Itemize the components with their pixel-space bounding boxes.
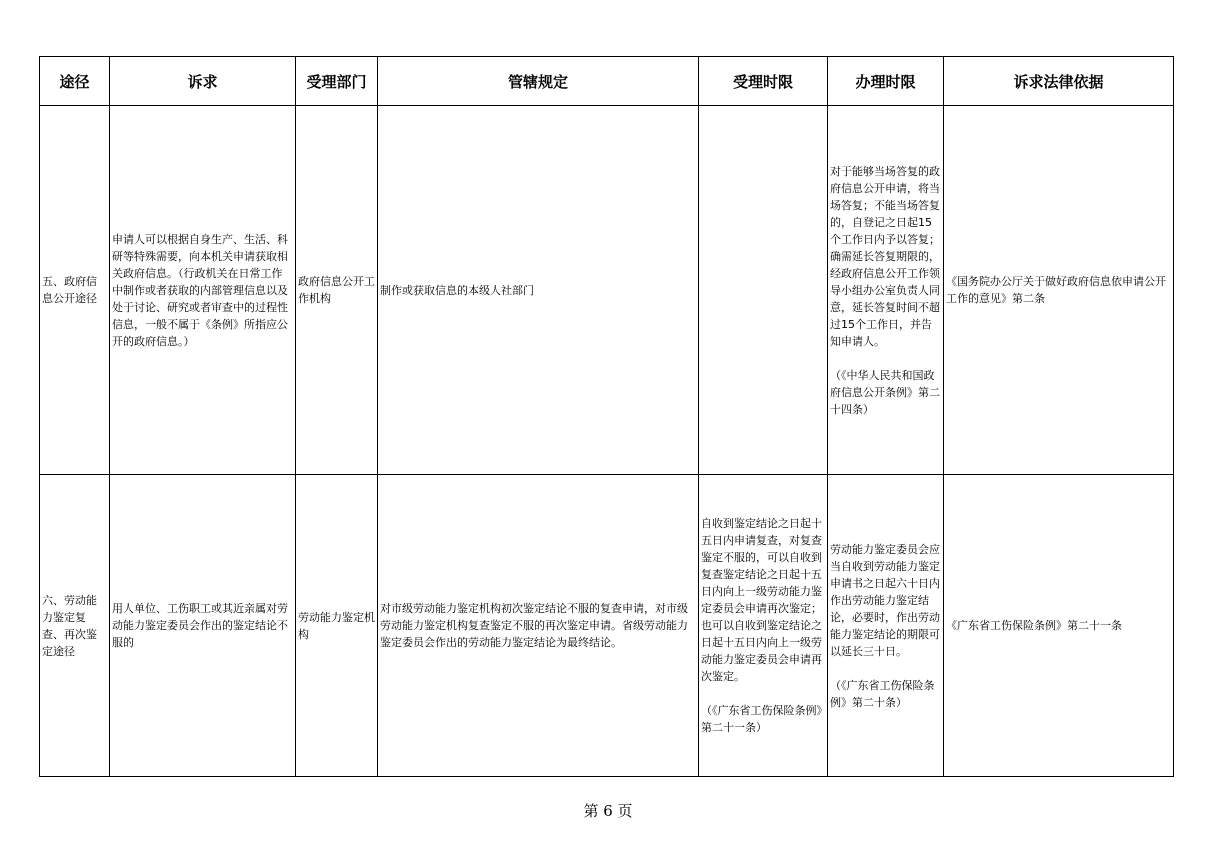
process-time-text: 对于能够当场答复的政府信息公开申请，将当场答复；不能当场答复的，自登记之日起15个工作日内予以答复；确需延长答复期限的，经政府信息公开工作领导小组办公室负责人同意，延长答复时间不超过15个工作日，并告知申请人。: [830, 164, 940, 348]
cell-jurisdiction: 制作或获取信息的本级人社部门: [378, 106, 699, 475]
table-row: [40, 106, 1174, 475]
cell-jurisdiction: 对市级劳动能力鉴定机构初次鉴定结论不服的复查申请，对市级劳动能力鉴定机构复查鉴定不服的再次鉴定申请。省级劳动能力鉴定委员会作出的劳动能力鉴定结论为最终结论。: [378, 475, 699, 777]
header-legal-basis: 诉求法律依据: [944, 57, 1174, 106]
header-department: 受理部门: [296, 57, 378, 106]
cell-accept-time: [699, 475, 828, 777]
process-time-text: 劳动能力鉴定委员会应当自收到劳动能力鉴定申请书之日起六十日内作出劳动能力鉴定结论，必要时，作出劳动能力鉴定结论的期限可以延长三十日。: [830, 542, 940, 658]
grievance-routes-table: [39, 56, 1174, 777]
page-number: 第 6 页: [583, 802, 633, 820]
cell-legal-basis: 《国务院办公厅关于做好政府信息依申请公开工作的意见》第二条: [944, 106, 1174, 475]
accept-time-reference: （《广东省工伤保险条例》第二十一条）: [701, 704, 822, 734]
cell-process-time: [828, 106, 944, 475]
cell-route: 六、劳动能力鉴定复查、再次鉴定途径: [40, 475, 110, 777]
cell-accept-time: [699, 106, 828, 475]
process-time-reference: （《中华人民共和国政府信息公开条例》第二十四条）: [830, 368, 940, 416]
process-time-reference: （《广东省工伤保险条例》第二十条）: [830, 678, 935, 709]
cell-demand: 用人单位、工伤职工或其近亲属对劳动能力鉴定委员会作出的鉴定结论不服的: [110, 475, 296, 777]
header-route: 途径: [40, 57, 110, 106]
header-accept-time: 受理时限: [699, 57, 828, 106]
cell-process-time: [828, 475, 944, 777]
cell-demand: 申请人可以根据自身生产、生活、科研等特殊需要，向本机关申请获取相关政府信息。（行政机关在日常工作中制作或者获取的内部管理信息以及处于讨论、研究或者审查中的过程性信息，一般不属于《条例》所指应公开的政府信息。）: [110, 106, 296, 475]
header-jurisdiction: 管辖规定: [378, 57, 699, 106]
paragraph-gap: [830, 350, 941, 367]
cell-department: 劳动能力鉴定机构: [296, 475, 378, 777]
paragraph-gap: [701, 685, 825, 702]
header-process-time: 办理时限: [828, 57, 944, 106]
accept-time-text: 自收到鉴定结论之日起十五日内申请复查，对复查鉴定不服的，可以自收到复查鉴定结论之日起十五日内向上一级劳动能力鉴定委员会申请再次鉴定；也可以自收到鉴定结论之日起十五日内向上一级劳动能力鉴定委员会申请再次鉴定。: [701, 517, 822, 683]
cell-legal-basis: 《广东省工伤保险条例》第二十一条: [944, 475, 1174, 777]
header-demand: 诉求: [110, 57, 296, 106]
cell-department: 政府信息公开工作机构: [296, 106, 378, 475]
table-header-row: [40, 57, 1174, 106]
cell-route: 五、政府信息公开途径: [40, 106, 110, 475]
table-row: [40, 475, 1174, 777]
paragraph-gap: [830, 660, 941, 677]
